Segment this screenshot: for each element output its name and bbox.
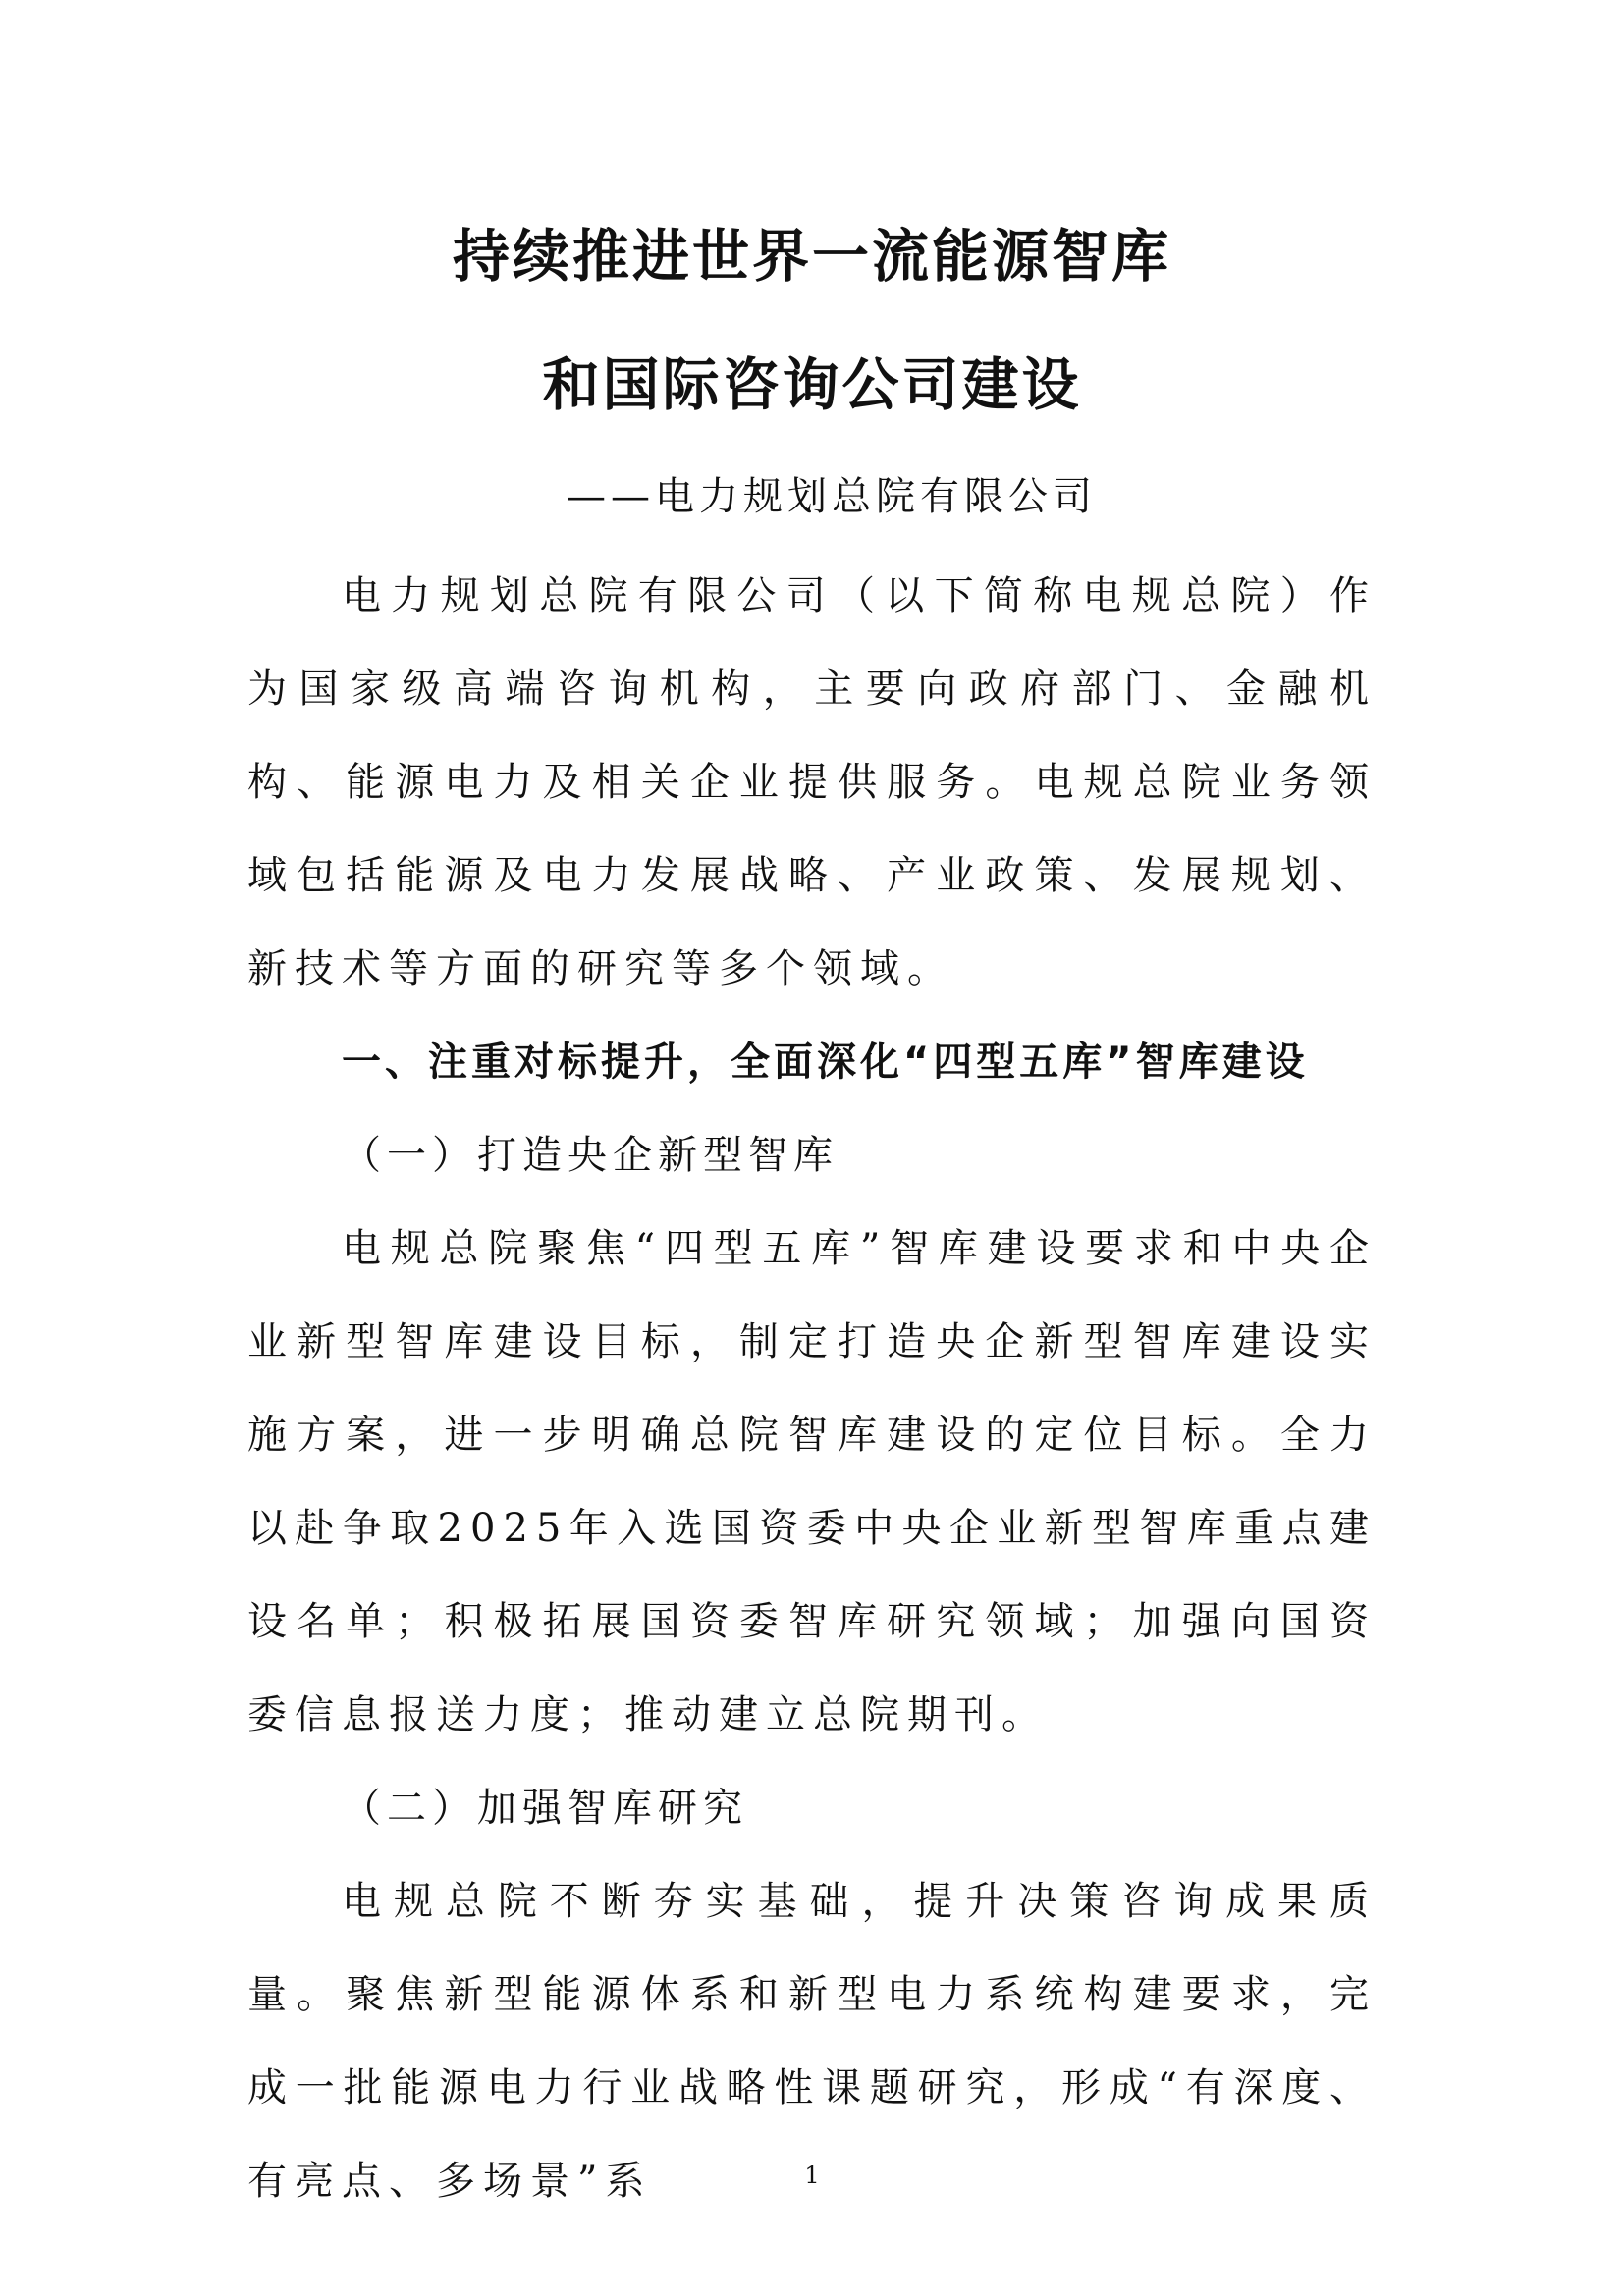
intro-paragraph: 电力规划总院有限公司（以下简称电规总院）作为国家级高端咨询机构，主要向政府部门、金融机构、能源电力及相关企业提供服务。电规总院业务领域包括能源及电力发展战略、产业政策、发展规划、新技术等方面的研究等多个领域。: [247, 573, 1377, 991]
document-title-line-2: 和国际咨询公司建设: [542, 351, 1082, 418]
subsection-heading-2: （二）加强智库研究: [342, 1786, 748, 1831]
subsection-paragraph-2: 电规总院不断夯实基础，提升决策咨询成果质量。聚焦新型能源体系和新型电力系统构建要求，完成一批能源电力行业战略性课题研究，形成“有深度、有亮点、多场景”系: [247, 1879, 1377, 2204]
document-body: [247, 550, 1377, 2228]
document-title-line-1: 持续推进世界一流能源智库: [452, 223, 1171, 290]
subsection-heading-1: （一）打造央企新型智库: [342, 1133, 839, 1178]
section-heading-1: 一、注重对标提升，全面深化“四型五库”智库建设: [342, 1040, 1309, 1085]
author-byline: ——电力规划总院有限公司: [567, 474, 1097, 519]
page-number: 1: [804, 2162, 820, 2189]
subsection-paragraph-1: 电规总院聚焦“四型五库”智库建设要求和中央企业新型智库建设目标，制定打造央企新型智库建设实施方案，进一步明确总院智库建设的定位目标。全力以赴争取2025年入选国资委中央企业新型智库重点建设名单；积极拓展国资委智库研究领域；加强向国资委信息报送力度；推动建立总院期刊。: [247, 1226, 1377, 1737]
